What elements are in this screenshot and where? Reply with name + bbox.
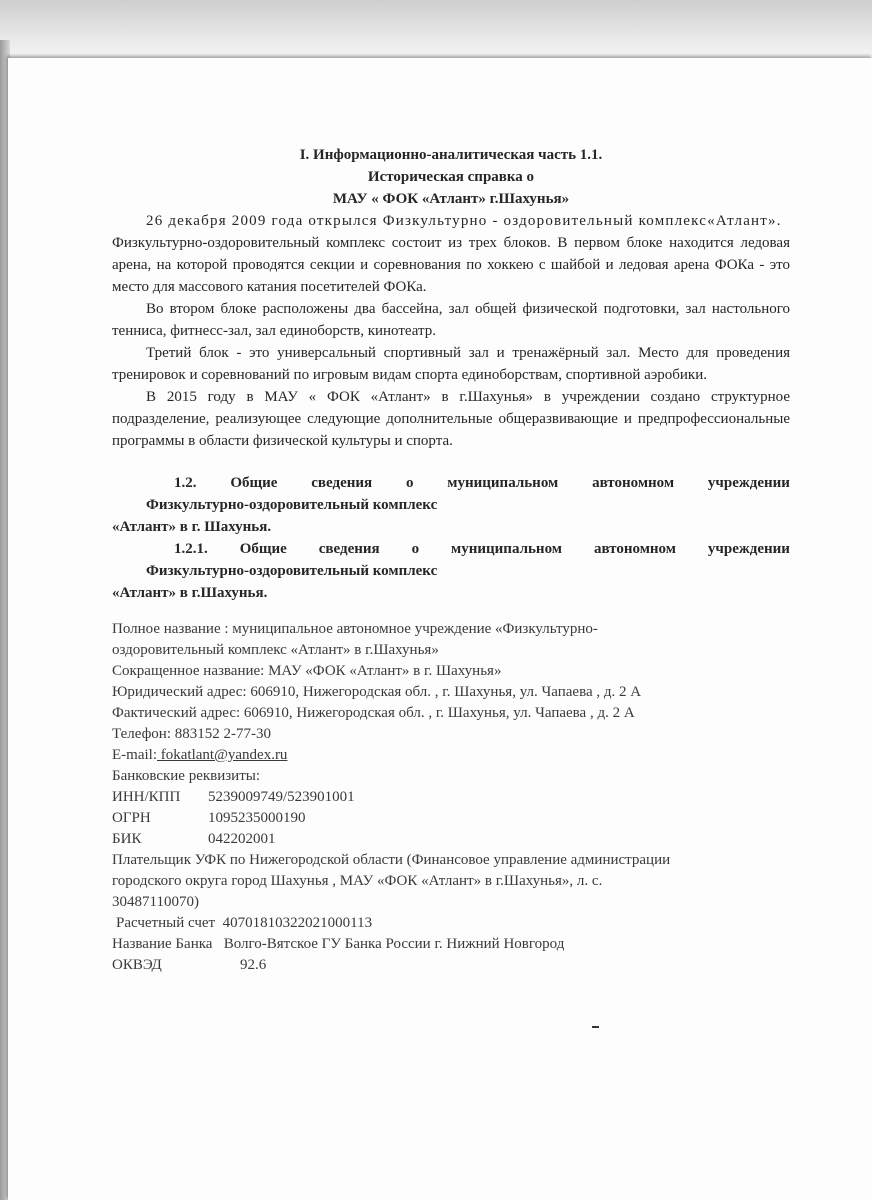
account-row <box>112 912 790 933</box>
section-word: учреждении <box>707 475 790 491</box>
inn-row <box>112 786 790 807</box>
scan-top-edge <box>0 0 872 62</box>
okved-value: 92.6 <box>240 957 267 973</box>
section-word: учреждении <box>707 541 790 557</box>
okved-row <box>112 954 790 975</box>
bik-value: 042202001 <box>208 831 276 847</box>
heading-line-2: Историческая справка о <box>367 169 535 185</box>
ogrn-row <box>112 807 790 828</box>
section-word: о <box>405 475 414 491</box>
legal-address: Юридический адрес: 606910, Нижегородская обл. , г. Шахунья, ул. Чапаева , д. 2 А <box>112 684 642 700</box>
section-word: автономном <box>593 541 676 557</box>
heading-line-1: I. Информационно-аналитическая часть 1.1. <box>299 147 603 163</box>
section-1-2-heading <box>112 472 790 538</box>
bik-label: БИК <box>112 831 142 847</box>
short-name: Сокращенное название: МАУ «ФОК «Атлант» в г. Шахунья» <box>112 663 502 679</box>
section-1-2-1-line-2: Физкультурно-оздоровительный комплекс <box>146 563 438 579</box>
stray-mark <box>592 1026 599 1028</box>
account-value: 40701810322021000113 <box>222 915 373 931</box>
ogrn-value: 1095235000190 <box>208 810 306 826</box>
bik-row <box>112 828 790 849</box>
actual-address: Фактический адрес: 606910, Нижегородская обл. , г. Шахунья, ул. Чапаева , д. 2 А <box>112 705 635 721</box>
bank-name-value: Волго-Вятское ГУ Банка России г. Нижний Новгород <box>223 936 565 952</box>
section-word: сведения <box>311 475 373 491</box>
section-word: сведения <box>318 541 380 557</box>
full-name-line-1: Полное название : муниципальное автономное учреждение «Физкультурно- <box>112 621 598 637</box>
bank-name-label: Название Банка <box>112 936 213 952</box>
heading-line-3: МАУ « ФОК «Атлант» г.Шахунья» <box>332 191 570 207</box>
paragraph-opening: 26 декабря 2009 года открылся Физкультурно - оздоровительный комплекс«Атлант». <box>146 213 782 229</box>
section-1-2-number: 1.2. <box>174 475 197 491</box>
section-1-2-line-2: Физкультурно-оздоровительный комплекс <box>146 497 438 513</box>
section-word: Общие <box>239 541 287 557</box>
section-1-2-1-heading <box>112 538 790 604</box>
full-name-line-2: оздоровительный комплекс «Атлант» в г.Шахунья» <box>112 642 439 658</box>
payer-line-3: 30487110070) <box>112 894 199 910</box>
phone: Телефон: 883152 2-77-30 <box>112 726 271 742</box>
bank-name-row <box>112 933 790 954</box>
document-body <box>112 140 790 975</box>
inn-value: 5239009749/523901001 <box>208 789 355 805</box>
paragraph-second-block: Во втором блоке расположены два бассейна, зал общей физической подготовки, зал настольного тенниса, фитнесс-зал, зал единоборств, кинотеатр. <box>112 301 790 339</box>
section-1-2-line-1 <box>112 472 790 494</box>
requisites-block <box>112 618 790 975</box>
payer-line-2: городского округа город Шахунья , МАУ «ФОК «Атлант» в г.Шахунья», л. с. <box>112 873 603 889</box>
paragraph-blocks: Физкультурно-оздоровительный комплекс состоит из трех блоков. В первом блоке находится ледовая арена, на которой проводятся секции и соревнования по хоккею с шайбой и ледовая арена ФОКа - это место для массового катания посетителей ФОКа. <box>112 235 790 295</box>
section-word: автономном <box>592 475 675 491</box>
section-word: муниципальном <box>451 541 562 557</box>
section-1-2-1-line-1 <box>112 538 790 560</box>
section-1-2-1-number: 1.2.1. <box>174 541 208 557</box>
paragraph-2015: В 2015 году в МАУ « ФОК «Атлант» в г.Шахунья» в учреждении создано структурное подразделение, реализующее следующие дополнительные общеразвивающие и предпрофессиональные программы в области физической культуры и спорта. <box>112 389 790 449</box>
section-1-2-1-line-3: «Атлант» в г.Шахунья. <box>112 585 268 601</box>
email-link[interactable]: fokatlant@yandex.ru <box>157 747 288 763</box>
bank-details-label: Банковские реквизиты: <box>112 768 261 784</box>
section-1-2-line-3: «Атлант» в г. Шахунья. <box>112 519 272 535</box>
account-label: Расчетный счет <box>116 915 216 931</box>
okved-label: ОКВЭД <box>112 957 162 973</box>
paragraph-third-block: Третий блок - это универсальный спортивный зал и тренажёрный зал. Место для проведения тренировок и соревнований по игровым видам спорта единоборствам, спортивной аэробики. <box>112 345 790 383</box>
section-word: о <box>411 541 420 557</box>
section-word: Общие <box>230 475 278 491</box>
payer-line-1: Плательщик УФК по Нижегородской области (Финансовое управление администрации <box>112 852 671 868</box>
inn-label: ИНН/КПП <box>112 789 181 805</box>
email-line <box>112 744 790 765</box>
ogrn-label: ОГРН <box>112 810 151 826</box>
section-word: муниципальном <box>447 475 559 491</box>
email-label: E-mail: <box>112 747 157 763</box>
